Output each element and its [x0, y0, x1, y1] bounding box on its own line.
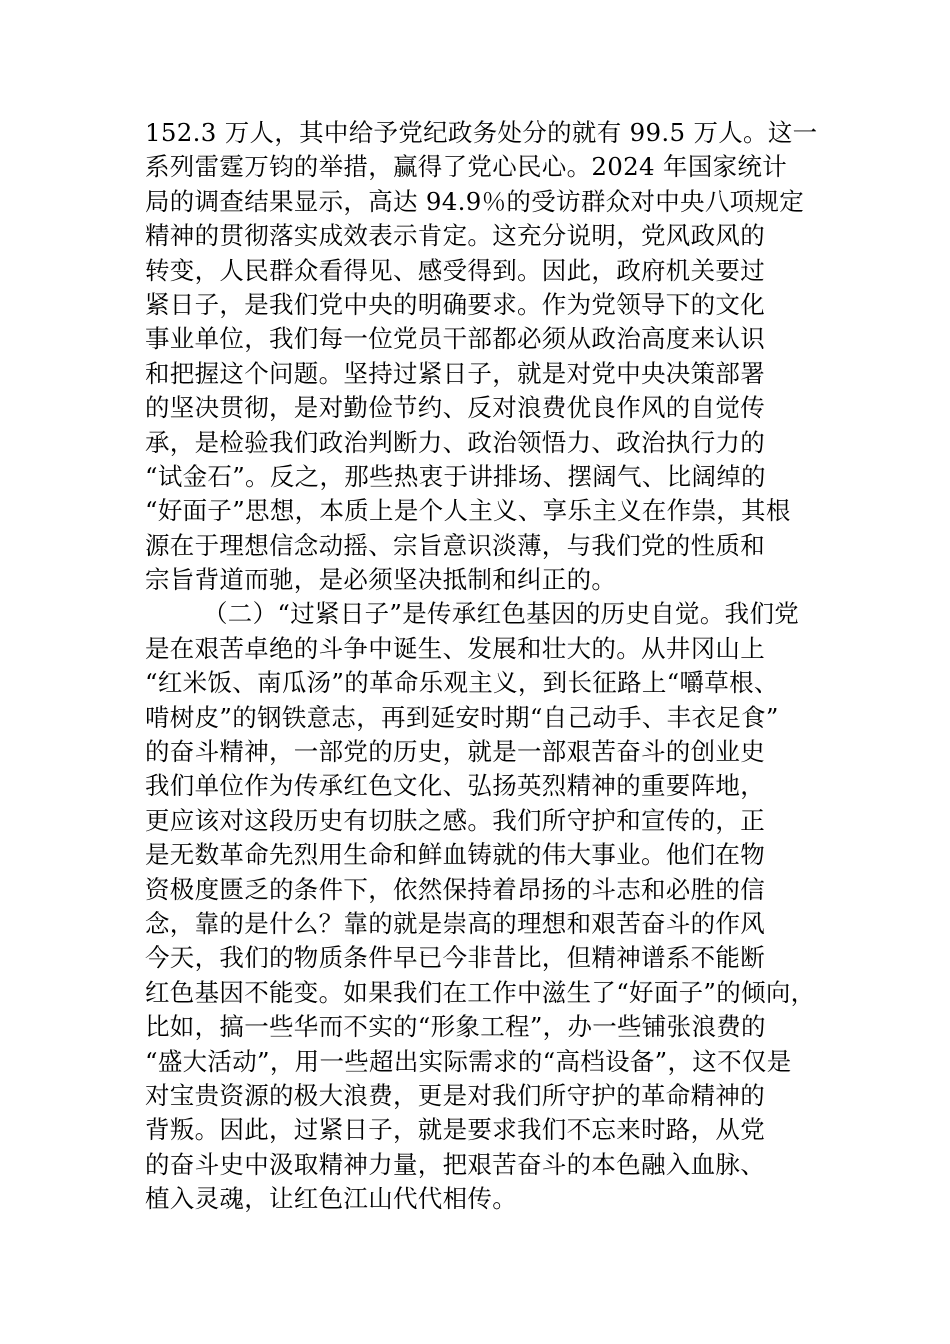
paragraph-2: [145, 597, 815, 1216]
text-line: “盛大活动”，用一些超出实际需求的“高档设备”，这不仅是: [145, 1046, 792, 1076]
text-line: 的坚决贯彻，是对勤俭节约、反对浪费优良作风的自觉传: [145, 393, 765, 423]
text-line: 转变，人民群众看得见、感受得到。因此，政府机关要过: [145, 255, 765, 285]
paragraph-1: [145, 116, 818, 597]
text-line: 精神的贯彻落实成效表示肯定。这充分说明，党风政风的: [145, 221, 765, 251]
text-line: 局的调查结果显示，高达 94.9％的受访群众对中央八项规定: [145, 186, 805, 216]
text-line: 对宝贵资源的极大浪费，更是对我们所守护的革命精神的: [145, 1080, 765, 1110]
text-line: （二）“过紧日子”是传承红色基因的历史自觉。我们党: [203, 599, 800, 629]
text-line: 啃树皮”的钢铁意志，再到延安时期“自己动手、丰衣足食”: [145, 702, 779, 732]
text-line: 我们单位作为传承红色文化、弘扬英烈精神的重要阵地，: [145, 771, 765, 801]
text-line: 紧日子，是我们党中央的明确要求。作为党领导下的文化: [145, 289, 765, 319]
text-line: 152.3 万人，其中给予党纪政务处分的就有 99.5 万人。这一: [145, 118, 818, 147]
text-line: 是无数革命先烈用生命和鲜血铸就的伟大事业。他们在物: [145, 840, 765, 870]
text-line: 和把握这个问题。坚持过紧日子，就是对党中央决策部署: [145, 358, 765, 388]
text-line: “试金石”。反之，那些热衷于讲排场、摆阔气、比阔绰的: [145, 461, 766, 491]
text-line: 资极度匮乏的条件下，依然保持着昂扬的斗志和必胜的信: [145, 874, 765, 904]
text-line: 的奋斗史中汲取精神力量，把艰苦奋斗的本色融入血脉、: [145, 1149, 765, 1179]
text-line: “红米饭、南瓜汤”的革命乐观主义，到长征路上“嚼草根、: [145, 668, 779, 698]
text-line: 承，是检验我们政治判断力、政治领悟力、政治执行力的: [145, 427, 765, 457]
text-line: 植入灵魂，让红色江山代代相传。: [145, 1184, 517, 1214]
text-line: 事业单位，我们每一位党员干部都必须从政治高度来认识: [145, 324, 765, 354]
text-line: 今天，我们的物质条件早已今非昔比，但精神谱系不能断: [145, 943, 765, 973]
text-line: 是在艰苦卓绝的斗争中诞生、发展和壮大的。从井冈山上: [145, 633, 765, 663]
document-body: [145, 116, 818, 1217]
text-line: 源在于理想信念动摇、宗旨意识淡薄，与我们党的性质和: [145, 530, 765, 560]
text-line: 的奋斗精神，一部党的历史，就是一部艰苦奋斗的创业史: [145, 737, 765, 767]
text-line: 更应该对这段历史有切肤之感。我们所守护和宣传的，正: [145, 805, 765, 835]
text-line: 红色基因不能变。如果我们在工作中滋生了“好面子”的倾向，: [145, 977, 816, 1007]
text-line: 比如，搞一些华而不实的“形象工程”，办一些铺张浪费的: [145, 1012, 766, 1042]
text-line: 宗旨背道而驰，是必须坚决抵制和纠正的。: [145, 565, 617, 595]
text-line: 背叛。因此，过紧日子，就是要求我们不忘来时路，从党: [145, 1115, 765, 1145]
text-line: 念，靠的是什么？靠的就是崇高的理想和艰苦奋斗的作风: [145, 908, 765, 938]
text-line: 系列雷霆万钧的举措，赢得了党心民心。2024 年国家统计: [145, 152, 788, 182]
text-line: “好面子”思想，本质上是个人主义、享乐主义在作祟，其根: [145, 496, 791, 526]
